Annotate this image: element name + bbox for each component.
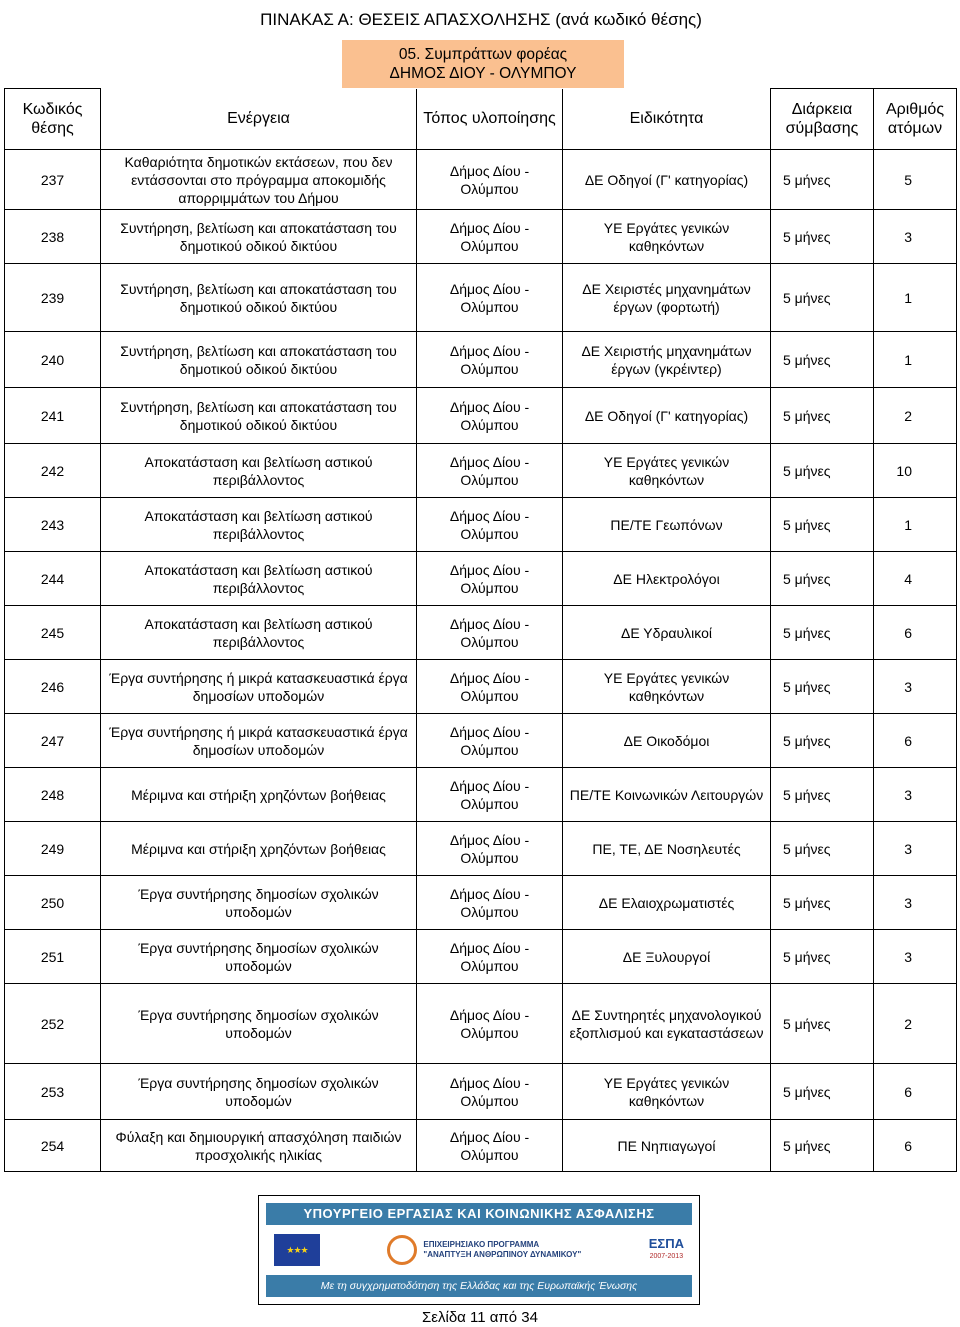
ministry-title: ΥΠΟΥΡΓΕΙΟ ΕΡΓΑΣΙΑΣ ΚΑΙ ΚΟΙΝΩΝΙΚΗΣ ΑΣΦΑΛΙΣΗΣ <box>266 1203 692 1225</box>
cell-code: 252 <box>5 984 101 1064</box>
cell-activity: Έργα συντήρησης δημοσίων σχολικών υποδομών <box>101 876 417 930</box>
cell-code: 251 <box>5 930 101 984</box>
cell-duration: 5 μήνες <box>771 332 874 388</box>
cell-location: Δήμος Δίου - Ολύμπου <box>417 498 563 552</box>
cell-code: 244 <box>5 552 101 606</box>
espa-label: ΕΣΠΑ <box>648 1236 684 1251</box>
table-row <box>5 984 957 1064</box>
cell-code: 239 <box>5 264 101 332</box>
table-row <box>5 1064 957 1120</box>
program-logo <box>387 1235 581 1265</box>
table-row <box>5 876 957 930</box>
cell-specialty: ΠΕ/ΤΕ Γεωπόνων <box>563 498 771 552</box>
cell-count: 10 <box>874 444 957 498</box>
cell-duration: 5 μήνες <box>771 714 874 768</box>
cell-code: 238 <box>5 210 101 264</box>
cell-activity: Αποκατάσταση και βελτίωση αστικού περιβάλλοντος <box>101 498 417 552</box>
cell-location: Δήμος Δίου - Ολύμπου <box>417 876 563 930</box>
cell-count: 2 <box>874 388 957 444</box>
cell-duration: 5 μήνες <box>771 444 874 498</box>
table-row <box>5 264 957 332</box>
cell-specialty: ΥΕ Εργάτες γενικών καθηκόντων <box>563 210 771 264</box>
cell-code: 241 <box>5 388 101 444</box>
cell-activity: Αποκατάσταση και βελτίωση αστικού περιβάλλοντος <box>101 444 417 498</box>
table-row <box>5 332 957 388</box>
cell-count: 6 <box>874 1064 957 1120</box>
cell-location: Δήμος Δίου - Ολύμπου <box>417 552 563 606</box>
cofunding-note: Με τη συγχρηματοδότηση της Ελλάδας και της Ευρωπαϊκής Ένωσης <box>266 1275 692 1297</box>
cell-count: 6 <box>874 714 957 768</box>
cell-code: 245 <box>5 606 101 660</box>
cell-specialty: ΔΕ Χειριστές μηχανημάτων έργων (φορτωτή) <box>563 264 771 332</box>
cell-location: Δήμος Δίου - Ολύμπου <box>417 930 563 984</box>
sponsor-box <box>342 40 624 88</box>
cell-duration: 5 μήνες <box>771 498 874 552</box>
cell-location: Δήμος Δίου - Ολύμπου <box>417 150 563 210</box>
cell-duration: 5 μήνες <box>771 660 874 714</box>
header-code: Κωδικός θέσης <box>5 89 101 150</box>
cell-specialty: ΔΕ Ξυλουργοί <box>563 930 771 984</box>
cell-specialty: ΔΕ Ηλεκτρολόγοι <box>563 552 771 606</box>
table-row <box>5 660 957 714</box>
positions-table <box>4 88 957 1172</box>
cell-count: 3 <box>874 876 957 930</box>
eu-flag-icon: ★★★ <box>274 1234 320 1266</box>
cell-activity: Έργα συντήρησης δημοσίων σχολικών υποδομών <box>101 930 417 984</box>
cell-count: 1 <box>874 264 957 332</box>
cell-activity: Συντήρηση, βελτίωση και αποκατάσταση του δημοτικού οδικού δικτύου <box>101 332 417 388</box>
cell-count: 3 <box>874 822 957 876</box>
cell-location: Δήμος Δίου - Ολύμπου <box>417 660 563 714</box>
cell-location: Δήμος Δίου - Ολύμπου <box>417 444 563 498</box>
cell-code: 242 <box>5 444 101 498</box>
cell-count: 1 <box>874 332 957 388</box>
table-row <box>5 210 957 264</box>
header-duration: Διάρκεια σύμβασης <box>771 89 874 150</box>
table-header-row <box>5 89 957 150</box>
cell-duration: 5 μήνες <box>771 822 874 876</box>
table-row <box>5 714 957 768</box>
cell-activity: Συντήρηση, βελτίωση και αποκατάσταση του δημοτικού οδικού δικτύου <box>101 210 417 264</box>
cell-location: Δήμος Δίου - Ολύμπου <box>417 332 563 388</box>
cell-duration: 5 μήνες <box>771 876 874 930</box>
cell-activity: Μέριμνα και στήριξη χρηζόντων βοήθειας <box>101 822 417 876</box>
cell-specialty: ΔΕ Οικοδόμοι <box>563 714 771 768</box>
cell-specialty: ΥΕ Εργάτες γενικών καθηκόντων <box>563 660 771 714</box>
cell-code: 247 <box>5 714 101 768</box>
cell-location: Δήμος Δίου - Ολύμπου <box>417 984 563 1064</box>
table-row <box>5 822 957 876</box>
cell-location: Δήμος Δίου - Ολύμπου <box>417 210 563 264</box>
cell-location: Δήμος Δίου - Ολύμπου <box>417 388 563 444</box>
cell-specialty: ΔΕ Υδραυλικοί <box>563 606 771 660</box>
cell-activity: Έργα συντήρησης ή μικρά κατασκευαστικά έργα δημοσίων υποδομών <box>101 714 417 768</box>
cell-activity: Φύλαξη και δημιουργική απασχόληση παιδιών προσχολικής ηλικίας <box>101 1120 417 1172</box>
page-title: ΠΙΝΑΚΑΣ Α: ΘΕΣΕΙΣ ΑΠΑΣΧΟΛΗΣΗΣ (ανά κωδικό θέσης) <box>260 10 702 29</box>
espa-logo <box>649 1237 684 1263</box>
cell-count: 5 <box>874 150 957 210</box>
cell-count: 4 <box>874 552 957 606</box>
cell-location: Δήμος Δίου - Ολύμπου <box>417 1120 563 1172</box>
cell-specialty: ΔΕ Οδηγοί (Γ' κατηγορίας) <box>563 388 771 444</box>
cell-code: 254 <box>5 1120 101 1172</box>
cell-count: 6 <box>874 1120 957 1172</box>
program-circle-icon <box>387 1235 417 1265</box>
cell-activity: Έργα συντήρησης ή μικρά κατασκευαστικά έργα δημοσίων υποδομών <box>101 660 417 714</box>
cell-activity: Αποκατάσταση και βελτίωση αστικού περιβάλλοντος <box>101 552 417 606</box>
cell-count: 3 <box>874 768 957 822</box>
cell-duration: 5 μήνες <box>771 264 874 332</box>
cell-activity: Καθαριότητα δημοτικών εκτάσεων, που δεν εντάσσονται στο πρόγραμμα αποκομιδής απορριμμάτων του Δήμου <box>101 150 417 210</box>
cell-activity: Συντήρηση, βελτίωση και αποκατάσταση του δημοτικού οδικού δικτύου <box>101 388 417 444</box>
cell-count: 3 <box>874 210 957 264</box>
header-activity: Ενέργεια <box>101 89 417 150</box>
table-row <box>5 388 957 444</box>
cell-specialty: ΥΕ Εργάτες γενικών καθηκόντων <box>563 444 771 498</box>
header-specialty: Ειδικότητα <box>563 89 771 150</box>
cell-duration: 5 μήνες <box>771 768 874 822</box>
cell-activity: Έργα συντήρησης δημοσίων σχολικών υποδομών <box>101 1064 417 1120</box>
cell-duration: 5 μήνες <box>771 388 874 444</box>
table-row <box>5 768 957 822</box>
cell-code: 253 <box>5 1064 101 1120</box>
espa-years: 2007-2013 <box>649 1253 684 1260</box>
cell-location: Δήμος Δίου - Ολύμπου <box>417 1064 563 1120</box>
cell-specialty: ΥΕ Εργάτες γενικών καθηκόντων <box>563 1064 771 1120</box>
cell-duration: 5 μήνες <box>771 606 874 660</box>
cell-code: 243 <box>5 498 101 552</box>
cell-count: 2 <box>874 984 957 1064</box>
table-row <box>5 1120 957 1172</box>
cell-count: 3 <box>874 930 957 984</box>
cell-code: 237 <box>5 150 101 210</box>
program-line-2: "ΑΝΑΠΤΥΞΗ ΑΝΘΡΩΠΙΝΟΥ ΔΥΝΑΜΙΚΟΥ" <box>423 1250 582 1259</box>
cell-duration: 5 μήνες <box>771 552 874 606</box>
table-row <box>5 552 957 606</box>
cell-specialty: ΔΕ Συντηρητές μηχανολογικού εξοπλισμού και εγκαταστάσεων <box>563 984 771 1064</box>
cell-duration: 5 μήνες <box>771 984 874 1064</box>
table-row <box>5 498 957 552</box>
funding-banner <box>258 1195 700 1305</box>
table-row <box>5 150 957 210</box>
cell-code: 248 <box>5 768 101 822</box>
table-row <box>5 444 957 498</box>
cell-code: 249 <box>5 822 101 876</box>
cell-activity: Μέριμνα και στήριξη χρηζόντων βοήθειας <box>101 768 417 822</box>
cell-location: Δήμος Δίου - Ολύμπου <box>417 264 563 332</box>
cell-activity: Αποκατάσταση και βελτίωση αστικού περιβάλλοντος <box>101 606 417 660</box>
cell-duration: 5 μήνες <box>771 210 874 264</box>
cell-count: 1 <box>874 498 957 552</box>
cell-specialty: ΔΕ Οδηγοί (Γ' κατηγορίας) <box>563 150 771 210</box>
cell-count: 3 <box>874 660 957 714</box>
sponsor-line-2: ΔΗΜΟΣ ΔΙΟΥ - ΟΛΥΜΠΟΥ <box>389 65 577 82</box>
cell-specialty: ΔΕ Χειριστής μηχανημάτων έργων (γκρέιντερ) <box>563 332 771 388</box>
cell-activity: Συντήρηση, βελτίωση και αποκατάσταση του δημοτικού οδικού δικτύου <box>101 264 417 332</box>
header-count: Αριθμός ατόμων <box>874 89 957 150</box>
sponsor-line-1: 05. Συμπράττων φορέας <box>398 46 568 63</box>
cell-code: 250 <box>5 876 101 930</box>
cell-location: Δήμος Δίου - Ολύμπου <box>417 606 563 660</box>
cell-location: Δήμος Δίου - Ολύμπου <box>417 714 563 768</box>
cell-duration: 5 μήνες <box>771 1064 874 1120</box>
header-location: Τόπος υλοποίησης <box>417 89 563 150</box>
cell-duration: 5 μήνες <box>771 1120 874 1172</box>
cell-specialty: ΠΕ Νηπιαγωγοί <box>563 1120 771 1172</box>
cell-specialty: ΠΕ, ΤΕ, ΔΕ Νοσηλευτές <box>563 822 771 876</box>
cell-duration: 5 μήνες <box>771 150 874 210</box>
cell-code: 246 <box>5 660 101 714</box>
cell-location: Δήμος Δίου - Ολύμπου <box>417 768 563 822</box>
page-number: Σελίδα 11 από 34 <box>422 1309 538 1326</box>
program-line-1: ΕΠΙΧΕΙΡΗΣΙΑΚΟ ΠΡΟΓΡΑΜΜΑ <box>423 1240 540 1249</box>
cell-specialty: ΔΕ Ελαιοχρωματιστές <box>563 876 771 930</box>
cell-duration: 5 μήνες <box>771 930 874 984</box>
table-row <box>5 930 957 984</box>
cell-code: 240 <box>5 332 101 388</box>
cell-activity: Έργα συντήρησης δημοσίων σχολικών υποδομών <box>101 984 417 1064</box>
table-row <box>5 606 957 660</box>
cell-specialty: ΠΕ/ΤΕ Κοινωνικών Λειτουργών <box>563 768 771 822</box>
cell-location: Δήμος Δίου - Ολύμπου <box>417 822 563 876</box>
cell-count: 6 <box>874 606 957 660</box>
logo-strip <box>266 1225 692 1275</box>
